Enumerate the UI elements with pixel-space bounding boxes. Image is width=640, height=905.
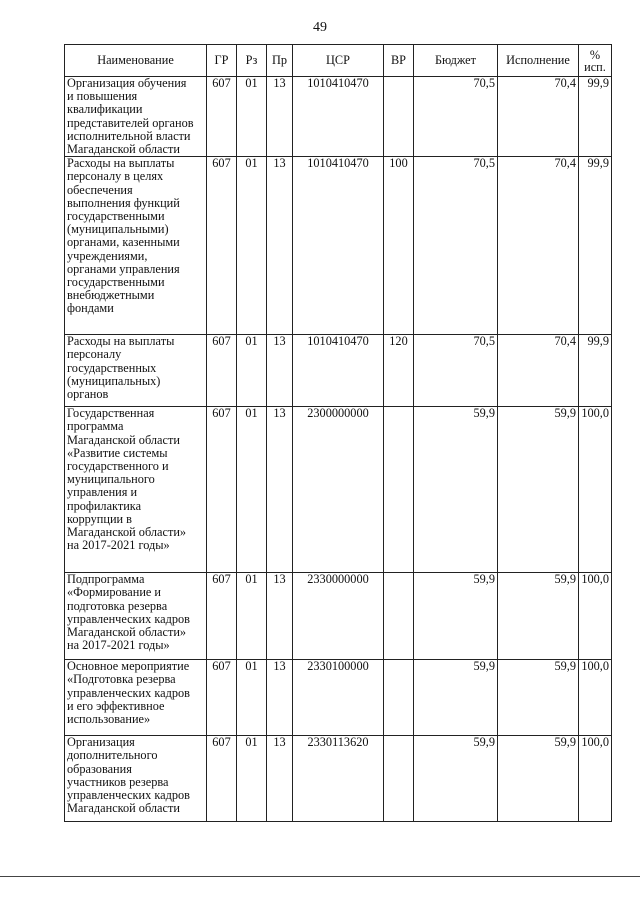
cell-name: Расходы на выплаты персоналу государственных (муниципальных) органов xyxy=(65,335,207,407)
cell-execution: 70,4 xyxy=(498,77,579,157)
cell-vr xyxy=(384,77,414,157)
cell-csr: 2330100000 xyxy=(293,660,384,736)
table-row xyxy=(65,660,612,736)
table-header-row xyxy=(65,45,612,77)
cell-gr: 607 xyxy=(207,736,237,822)
cell-vr xyxy=(384,573,414,660)
cell-rz: 01 xyxy=(237,77,267,157)
cell-rz: 01 xyxy=(237,573,267,660)
cell-pr: 13 xyxy=(267,335,293,407)
cell-name: Государственная программа Магаданской области «Развитие системы государственного и муниципального управления и профилактика коррупции в Магаданской области» на 2017-2021 годы» xyxy=(65,407,207,573)
cell-percent: 100,0 xyxy=(579,573,612,660)
cell-execution: 59,9 xyxy=(498,660,579,736)
cell-vr: 120 xyxy=(384,335,414,407)
cell-gr: 607 xyxy=(207,660,237,736)
cell-name: Расходы на выплаты персоналу в целях обеспечения выполнения функций государственными (муниципальными) органами, казенными учреждениями, органами управления государственными внебюджетными фондами xyxy=(65,157,207,335)
cell-budget: 70,5 xyxy=(414,335,498,407)
table-row xyxy=(65,157,612,335)
cell-pr: 13 xyxy=(267,77,293,157)
cell-vr xyxy=(384,660,414,736)
cell-execution: 59,9 xyxy=(498,407,579,573)
table-row xyxy=(65,335,612,407)
cell-execution: 70,4 xyxy=(498,157,579,335)
cell-name: Подпрограмма «Формирование и подготовка резерва управленческих кадров Магаданской области» на 2017-2021 годы» xyxy=(65,573,207,660)
cell-rz: 01 xyxy=(237,157,267,335)
cell-execution: 59,9 xyxy=(498,736,579,822)
cell-vr xyxy=(384,736,414,822)
cell-budget: 59,9 xyxy=(414,736,498,822)
cell-vr: 100 xyxy=(384,157,414,335)
cell-gr: 607 xyxy=(207,335,237,407)
cell-rz: 01 xyxy=(237,660,267,736)
cell-gr: 607 xyxy=(207,77,237,157)
page-bottom-divider xyxy=(0,876,640,877)
header-csr: ЦСР xyxy=(293,45,384,77)
table-row xyxy=(65,736,612,822)
cell-pr: 13 xyxy=(267,573,293,660)
cell-pr: 13 xyxy=(267,660,293,736)
cell-pr: 13 xyxy=(267,407,293,573)
cell-percent: 100,0 xyxy=(579,407,612,573)
cell-percent: 99,9 xyxy=(579,157,612,335)
header-execution: Исполнение xyxy=(498,45,579,77)
budget-execution-table xyxy=(64,44,612,822)
page-number: 49 xyxy=(313,20,327,35)
table-row xyxy=(65,77,612,157)
cell-execution: 59,9 xyxy=(498,573,579,660)
cell-pr: 13 xyxy=(267,736,293,822)
header-vr: ВР xyxy=(384,45,414,77)
cell-budget: 70,5 xyxy=(414,77,498,157)
cell-pr: 13 xyxy=(267,157,293,335)
header-rz: Рз xyxy=(237,45,267,77)
header-pr: Пр xyxy=(267,45,293,77)
cell-gr: 607 xyxy=(207,157,237,335)
table-body xyxy=(65,77,612,822)
cell-percent: 99,9 xyxy=(579,77,612,157)
cell-csr: 2330000000 xyxy=(293,573,384,660)
cell-name: Основное мероприятие «Подготовка резерва управленческих кадров и его эффективное использование» xyxy=(65,660,207,736)
cell-rz: 01 xyxy=(237,407,267,573)
cell-csr: 1010410470 xyxy=(293,335,384,407)
header-name: Наименование xyxy=(65,45,207,77)
cell-vr xyxy=(384,407,414,573)
cell-csr: 2330113620 xyxy=(293,736,384,822)
cell-budget: 70,5 xyxy=(414,157,498,335)
header-percent: % исп. xyxy=(579,45,612,77)
table-row xyxy=(65,407,612,573)
header-budget: Бюджет xyxy=(414,45,498,77)
cell-name: Организация дополнительного образования участников резерва управленческих кадров Магаданской области xyxy=(65,736,207,822)
cell-execution: 70,4 xyxy=(498,335,579,407)
cell-percent: 99,9 xyxy=(579,335,612,407)
cell-percent: 100,0 xyxy=(579,660,612,736)
cell-percent: 100,0 xyxy=(579,736,612,822)
cell-rz: 01 xyxy=(237,335,267,407)
cell-gr: 607 xyxy=(207,573,237,660)
cell-budget: 59,9 xyxy=(414,573,498,660)
cell-csr: 1010410470 xyxy=(293,77,384,157)
cell-budget: 59,9 xyxy=(414,407,498,573)
cell-csr: 1010410470 xyxy=(293,157,384,335)
cell-rz: 01 xyxy=(237,736,267,822)
cell-name: Организация обучения и повышения квалификации представителей органов исполнительной власти Магаданской области xyxy=(65,77,207,157)
table-row xyxy=(65,573,612,660)
header-gr: ГР xyxy=(207,45,237,77)
cell-budget: 59,9 xyxy=(414,660,498,736)
cell-gr: 607 xyxy=(207,407,237,573)
cell-csr: 2300000000 xyxy=(293,407,384,573)
